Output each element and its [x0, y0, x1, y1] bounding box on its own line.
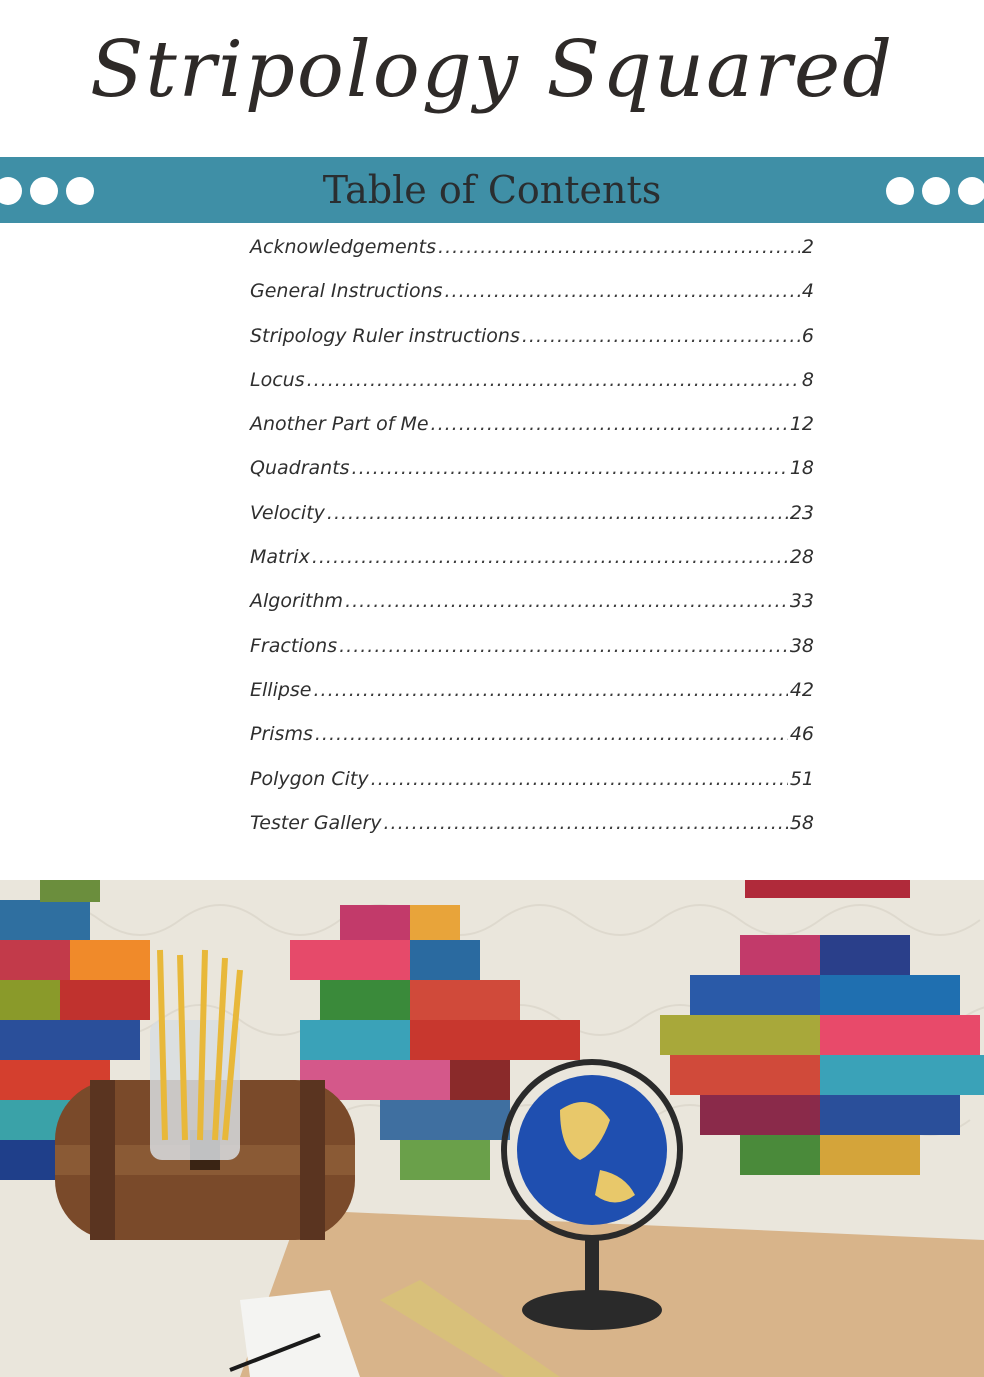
- dot-icon: [30, 177, 58, 205]
- decorative-dots-right: [886, 177, 984, 205]
- table-of-contents: [250, 236, 814, 856]
- toc-entry-page: 2: [801, 236, 814, 258]
- toc-leader: [315, 723, 788, 745]
- toc-entry-page: 46: [789, 723, 814, 746]
- toc-entry-page: 8: [801, 368, 814, 391]
- toc-entry-label: Matrix: [250, 546, 310, 569]
- toc-entry[interactable]: [250, 369, 814, 413]
- toc-entry-page: 6: [801, 324, 814, 347]
- toc-entry-page: 38: [789, 634, 814, 657]
- toc-entry-label: General Instructions: [250, 280, 443, 303]
- toc-entry-page: 23: [789, 501, 814, 524]
- dot-icon: [922, 177, 950, 205]
- toc-entry-page: 28: [789, 546, 814, 569]
- toc-leader: [522, 325, 800, 347]
- dot-icon: [886, 177, 914, 205]
- dot-icon: [958, 177, 984, 205]
- toc-leader: [352, 457, 788, 479]
- toc-entry[interactable]: [250, 546, 814, 590]
- toc-entry[interactable]: [250, 325, 814, 369]
- toc-leader: [384, 812, 788, 834]
- toc-entry-label: Fractions: [250, 634, 338, 657]
- toc-entry-label: Prisms: [250, 723, 313, 746]
- toc-entry-page: 12: [789, 413, 814, 436]
- toc-leader: [345, 590, 788, 612]
- toc-leader: [438, 236, 800, 258]
- toc-entry[interactable]: [250, 413, 814, 457]
- book-title: Stripology Squared: [89, 25, 895, 115]
- toc-entry[interactable]: [250, 723, 814, 767]
- toc-entry[interactable]: [250, 502, 814, 546]
- toc-leader: [327, 502, 788, 524]
- toc-entry-page: 18: [789, 457, 814, 480]
- toc-entry-label: Another Part of Me: [250, 413, 429, 436]
- toc-entry-page: 33: [789, 590, 814, 613]
- toc-entry[interactable]: [250, 679, 814, 723]
- toc-leader: [339, 635, 788, 657]
- toc-entry-page: 4: [801, 280, 814, 303]
- quilt-photo: [0, 880, 984, 1377]
- dot-icon: [66, 177, 94, 205]
- toc-entry-page: 58: [789, 811, 814, 834]
- toc-entry[interactable]: [250, 280, 814, 324]
- quilt-image: [0, 880, 984, 1377]
- toc-entry-label: Quadrants: [250, 457, 350, 480]
- toc-heading: Table of Contents: [322, 168, 662, 212]
- toc-leader: [314, 679, 788, 701]
- toc-header-band: [0, 157, 984, 223]
- toc-leader: [431, 413, 788, 435]
- toc-entry[interactable]: [250, 457, 814, 501]
- toc-entry[interactable]: [250, 812, 814, 856]
- toc-entry-page: 51: [789, 767, 814, 790]
- toc-entry-label: Locus: [250, 368, 305, 391]
- toc-entry-label: Polygon City: [250, 767, 369, 790]
- toc-entry-label: Tester Gallery: [250, 811, 382, 834]
- toc-entry-label: Stripology Ruler instructions: [250, 324, 520, 347]
- toc-entry-label: Algorithm: [250, 590, 344, 613]
- toc-entry-label: Ellipse: [250, 678, 312, 701]
- toc-entry-label: Velocity: [250, 501, 325, 524]
- toc-leader: [371, 768, 788, 790]
- toc-entry[interactable]: [250, 590, 814, 634]
- toc-leader: [307, 369, 800, 391]
- toc-entry[interactable]: [250, 236, 814, 280]
- decorative-dots-left: [0, 177, 94, 205]
- toc-entry[interactable]: [250, 635, 814, 679]
- toc-leader: [312, 546, 788, 568]
- toc-entry-page: 42: [789, 678, 814, 701]
- toc-leader: [445, 280, 800, 302]
- toc-entry[interactable]: [250, 768, 814, 812]
- toc-entry-label: Acknowledgements: [250, 236, 437, 258]
- dot-icon: [0, 177, 22, 205]
